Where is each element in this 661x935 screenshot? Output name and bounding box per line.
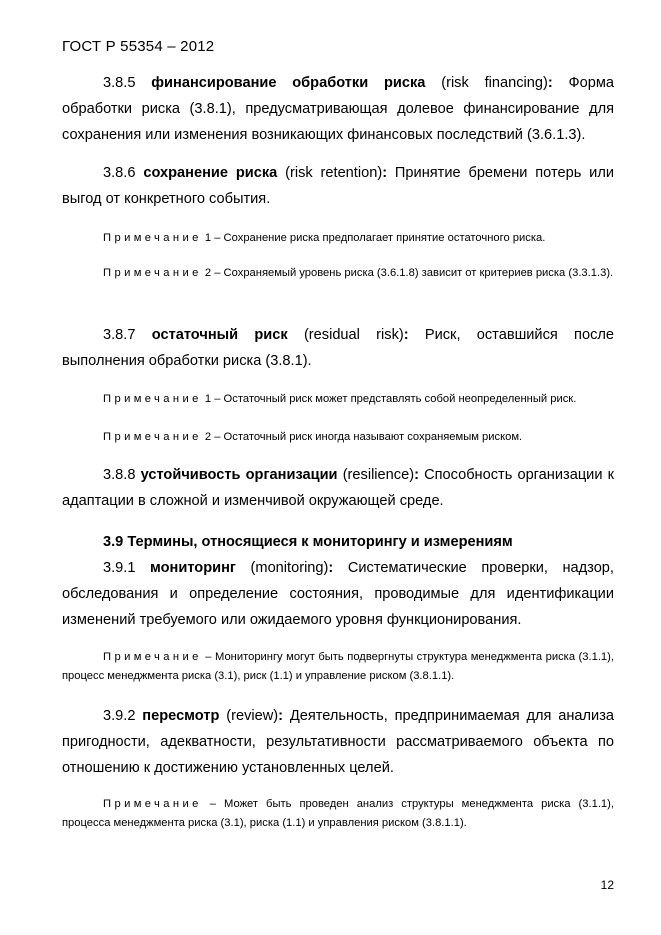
term-english: (risk retention)	[285, 165, 383, 181]
term-colon: :	[414, 467, 419, 483]
term-definition: Систематические проверки, надзор, обследования и определение состояния, проводимые для идентификации изменений требуемого или ожидаемого уровня функционирования.	[62, 560, 614, 628]
note-number: 1 –	[201, 232, 224, 244]
note-paragraph	[62, 648, 614, 686]
term-number: 3.9.1	[103, 560, 136, 576]
section-heading: 3.9 Термины, относящиеся к мониторингу и измерениям	[103, 534, 513, 550]
term-name: пересмотр	[142, 708, 220, 724]
section-heading-block	[62, 529, 614, 555]
term-entry	[62, 703, 614, 781]
term-definition: Риск, оставшийся после выполнения обработки риска (3.8.1).	[62, 327, 614, 369]
note-paragraph	[62, 795, 614, 833]
term-number: 3.8.6	[103, 165, 136, 181]
term-english: (monitoring)	[250, 560, 329, 576]
term-paragraph	[62, 555, 614, 633]
note-number: 2 –	[201, 431, 224, 443]
term-paragraph	[62, 70, 614, 148]
note-text: Остаточный риск иногда называют сохраняемым риском.	[223, 431, 523, 443]
note-label: Примечание	[103, 232, 202, 244]
term-name: финансирование обработки риска	[151, 75, 426, 91]
note-text: Может быть проведен анализ структуры менеджмента риска (3.1.1), процесса менеджмента риска (3.1), риска (1.1) и управления риском (3.8.1.1).	[62, 798, 614, 829]
note-text: Остаточный риск может представлять собой неопределенный риск.	[223, 393, 577, 405]
term-entry	[62, 555, 614, 633]
term-english: (resilience)	[342, 467, 415, 483]
term-english: (residual risk)	[303, 327, 404, 343]
note-text: Сохранение риска предполагает принятие остаточного риска.	[223, 232, 546, 244]
term-entry	[62, 322, 614, 374]
term-colon: :	[382, 165, 388, 181]
page-number: 12	[600, 878, 614, 892]
term-name: сохранение риска	[143, 165, 278, 181]
term-paragraph	[62, 703, 614, 781]
term-definition: Принятие бремени потерь или выгод от конкретного события.	[62, 165, 614, 207]
term-name: остаточный риск	[151, 327, 288, 343]
term-colon: :	[328, 560, 334, 576]
term-entry	[62, 160, 614, 212]
term-paragraph	[62, 160, 614, 212]
note-text: Мониторингу могут быть подвергнуты структура менеджмента риска (3.1.1), процесс менеджмента риска (3.1), риск (1.1) и управление риском (3.8.1.1).	[62, 651, 614, 682]
note-block	[62, 428, 614, 447]
note-paragraph	[62, 428, 614, 447]
term-name: мониторинг	[150, 560, 236, 576]
term-paragraph	[62, 462, 614, 514]
note-label: Примечание	[103, 393, 202, 405]
note-block	[62, 229, 614, 248]
note-number: 1 –	[201, 393, 224, 405]
note-block	[62, 390, 614, 409]
note-paragraph	[62, 229, 614, 248]
term-colon: :	[547, 75, 553, 91]
note-number: –	[201, 651, 215, 663]
document-header: ГОСТ Р 55354 – 2012	[62, 38, 215, 55]
term-colon: :	[278, 708, 283, 724]
term-entry	[62, 70, 614, 148]
note-block	[62, 795, 614, 833]
note-paragraph	[62, 264, 614, 283]
term-number: 3.8.8	[103, 467, 136, 483]
note-label: Примечание	[103, 267, 202, 279]
term-colon: :	[403, 327, 409, 343]
term-entry	[62, 462, 614, 514]
term-number: 3.9.2	[103, 708, 136, 724]
term-name: устойчивость организации	[140, 467, 338, 483]
note-paragraph	[62, 390, 614, 409]
term-paragraph	[62, 322, 614, 374]
note-block	[62, 648, 614, 686]
note-block	[62, 264, 614, 283]
term-definition: Форма обработки риска (3.8.1), предусматривающая долевое финансирование для сохранения или изменения возникающих финансовых последствий (3.6.1.3).	[62, 75, 614, 143]
term-english: (review)	[226, 708, 279, 724]
term-english: (risk financing)	[441, 75, 548, 91]
term-definition: Деятельность, предпринимаемая для анализа пригодности, адекватности, результативности рассматриваемого объекта по отношению к достижению установленных целей.	[62, 708, 614, 776]
term-definition: Способность организации к адаптации в сложной и изменчивой окружающей среде.	[62, 467, 614, 509]
note-label: Примечание	[103, 651, 202, 663]
term-number: 3.8.7	[103, 327, 136, 343]
term-number: 3.8.5	[103, 75, 136, 91]
note-number: –	[201, 798, 225, 810]
note-label: Примечание	[103, 798, 202, 810]
note-number: 2 –	[201, 267, 224, 279]
note-text: Сохраняемый уровень риска (3.6.1.8) зависит от критериев риска (3.3.1.3).	[223, 267, 614, 279]
note-label: Примечание	[103, 431, 202, 443]
